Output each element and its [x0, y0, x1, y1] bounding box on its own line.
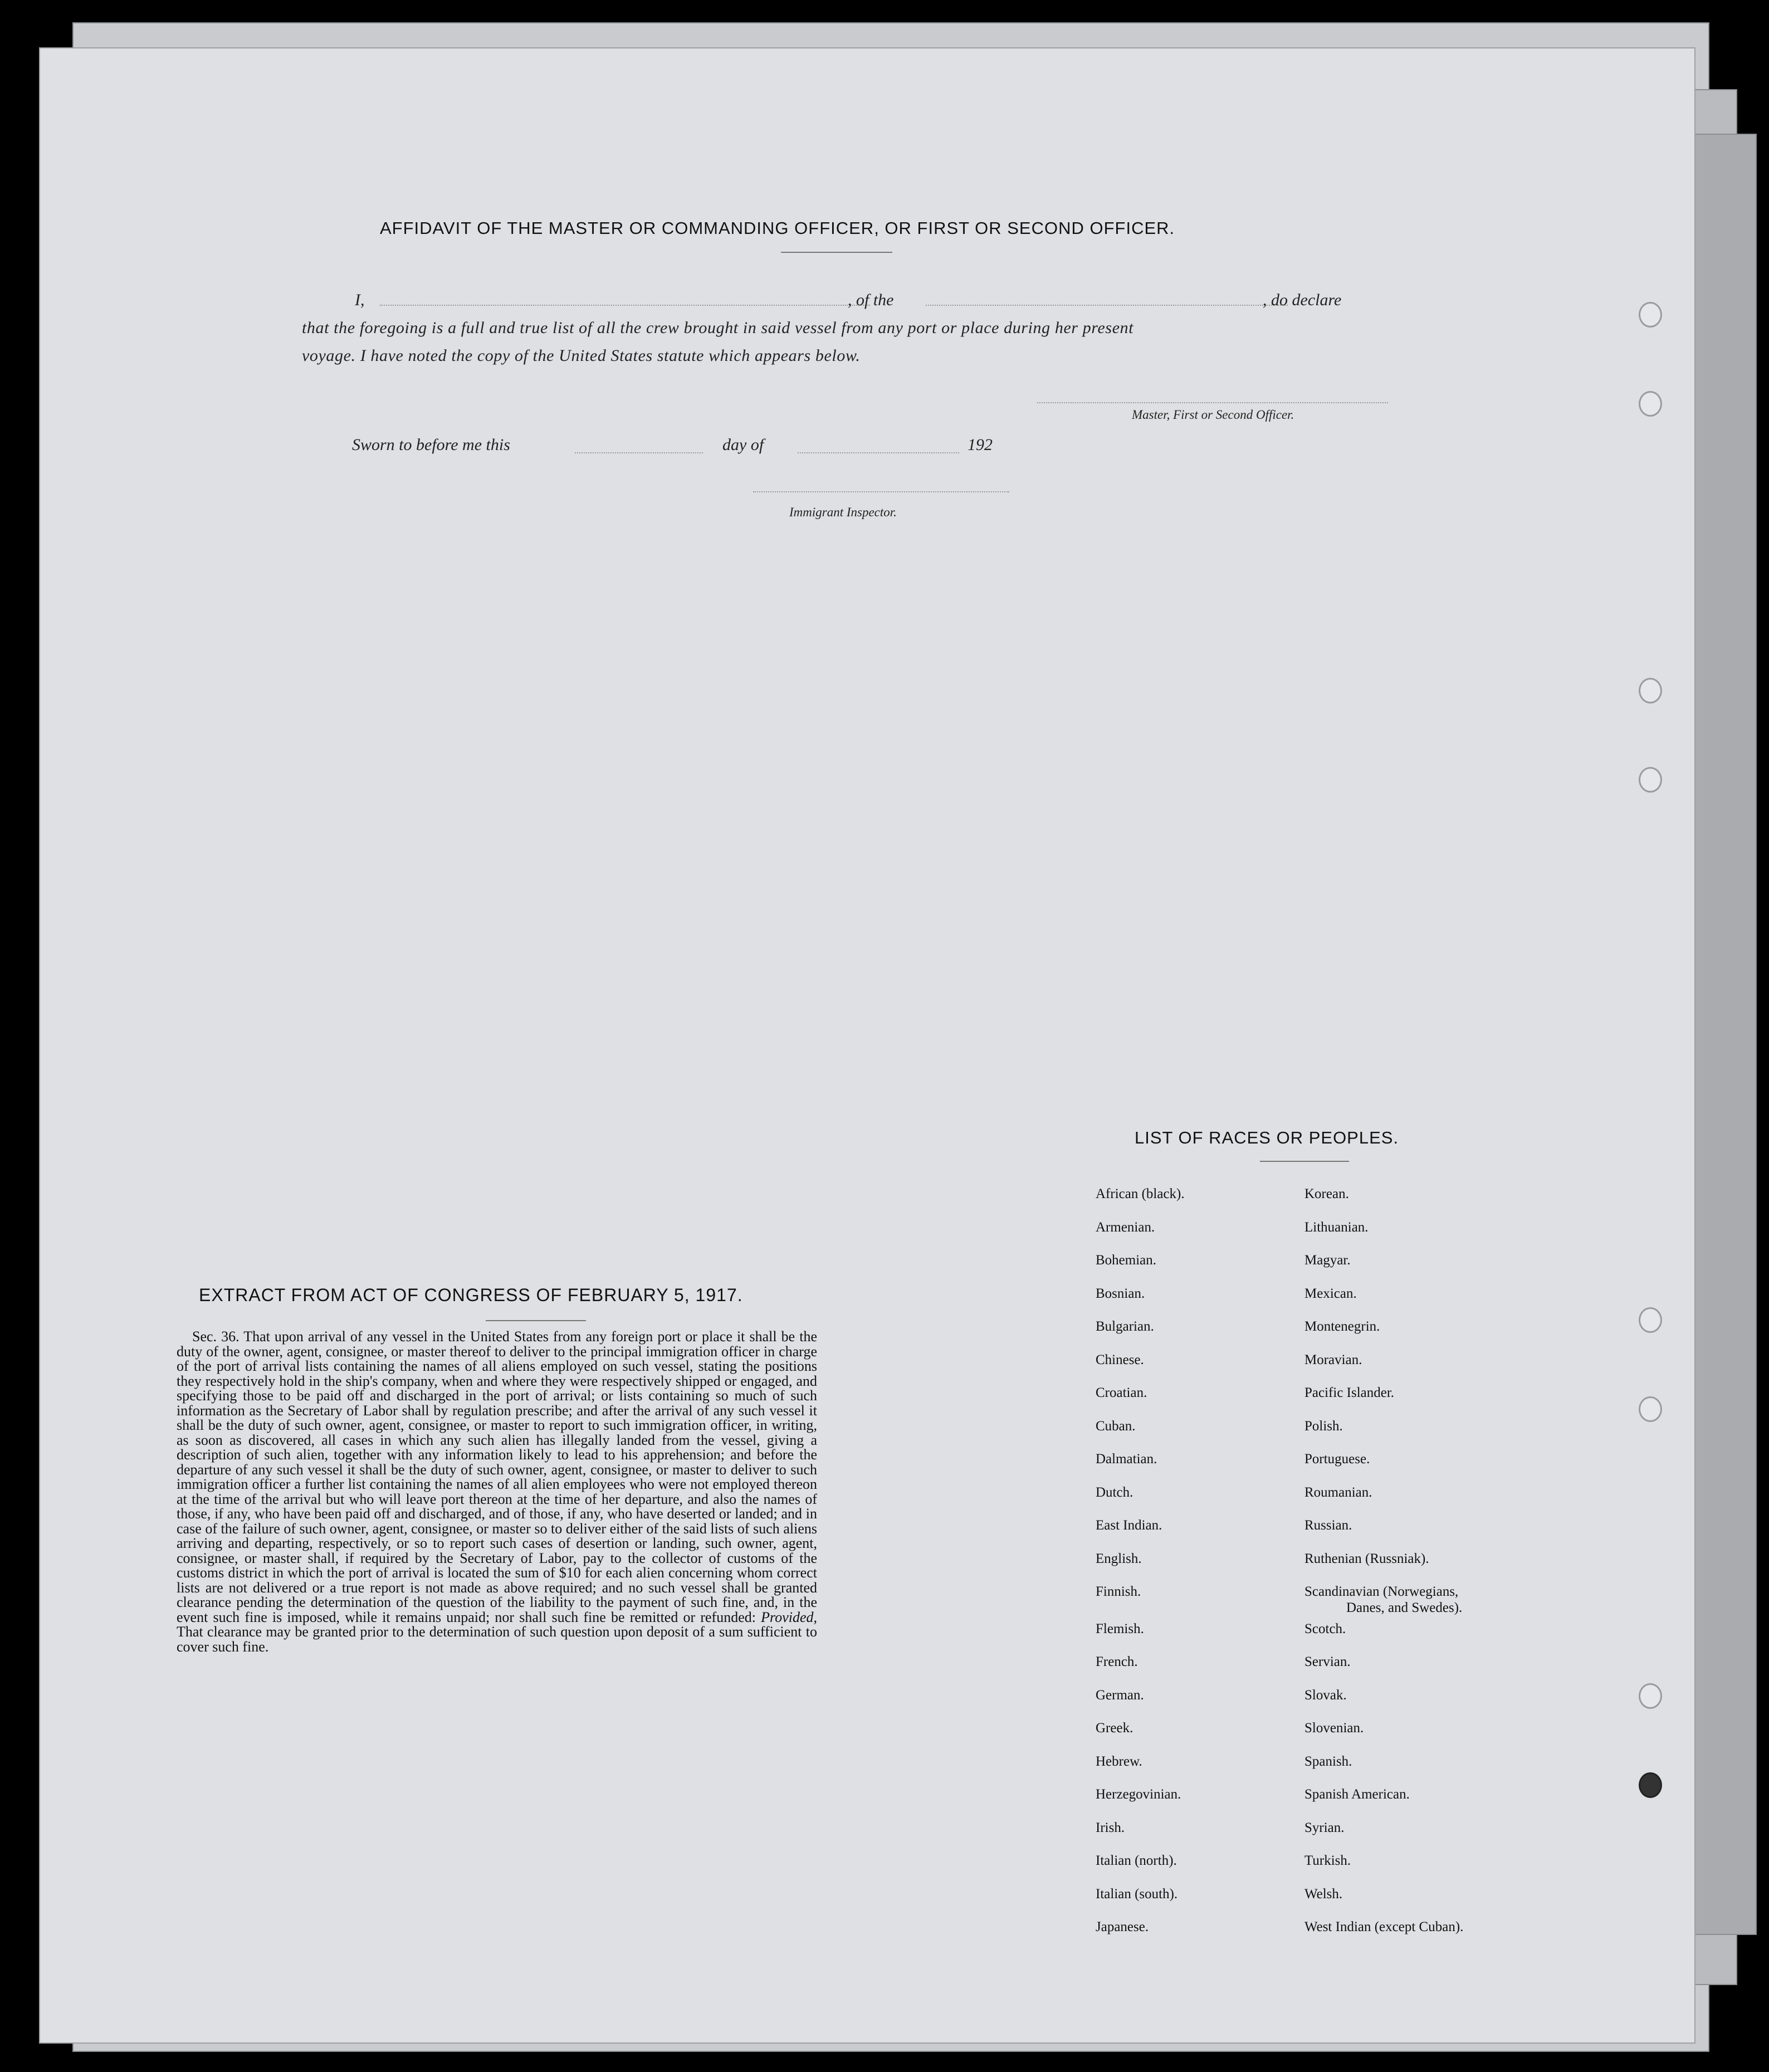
race-right-item: West Indian (except Cuban).: [1304, 1919, 1464, 1934]
affidavit-i: I,: [355, 291, 365, 309]
form-page: [39, 47, 1695, 2044]
binder-hole: [1639, 1396, 1662, 1422]
race-left-item: Dalmatian.: [1096, 1452, 1157, 1467]
binder-hole: [1639, 767, 1662, 793]
race-right-item: Magyar.: [1304, 1253, 1351, 1268]
signature-label: Master, First or Second Officer.: [1132, 408, 1294, 422]
race-left-item: Finnish.: [1096, 1584, 1141, 1599]
race-right-item: Mexican.: [1304, 1286, 1357, 1301]
races-rule: [1260, 1161, 1349, 1162]
inspector-blank: [753, 491, 1009, 492]
race-left-item: African (black).: [1096, 1186, 1185, 1201]
binder-hole: [1639, 1307, 1662, 1333]
race-right-item: Scandinavian (Norwegians,: [1304, 1584, 1459, 1599]
race-left-item: Croatian.: [1096, 1385, 1147, 1400]
race-right-item: Moravian.: [1304, 1352, 1362, 1367]
race-left-item: Bosnian.: [1096, 1286, 1145, 1301]
sworn-text: Sworn to before me this: [352, 436, 510, 454]
inspector-label: Immigrant Inspector.: [789, 505, 897, 519]
title-rule: [781, 252, 892, 253]
race-right-item: Slovenian.: [1304, 1721, 1364, 1736]
race-left-item: Hebrew.: [1096, 1753, 1142, 1769]
race-right-item: Spanish.: [1304, 1753, 1352, 1769]
race-right-item: Korean.: [1304, 1186, 1349, 1201]
race-right-item: Ruthenian (Russniak).: [1304, 1551, 1429, 1566]
race-left-item: French.: [1096, 1654, 1138, 1669]
act-section-36: [177, 1330, 817, 1654]
name-blank: [380, 305, 870, 306]
affidavit-title: AFFIDAVIT OF THE MASTER OR COMMANDING OFFICER, OR FIRST OR SECOND OFFICER.: [380, 218, 1175, 238]
race-right-item: Lithuanian.: [1304, 1219, 1369, 1235]
binder-hole: [1639, 391, 1662, 417]
race-left-item: East Indian.: [1096, 1518, 1162, 1533]
race-left-item: Herzegovinian.: [1096, 1787, 1181, 1802]
race-right-item: Syrian.: [1304, 1820, 1345, 1835]
race-left-item: Japanese.: [1096, 1919, 1149, 1934]
race-left-item: Italian (north).: [1096, 1853, 1177, 1868]
race-right-item: Russian.: [1304, 1518, 1352, 1533]
race-left-item: English.: [1096, 1551, 1142, 1566]
race-right-item: Servian.: [1304, 1654, 1351, 1669]
race-left-item: Flemish.: [1096, 1621, 1144, 1636]
act-body-end: That clearance may be granted prior to the determination of such question upon deposit of a sum sufficient to cover such fine.: [177, 1624, 817, 1655]
day-blank: [575, 452, 703, 453]
race-right-item: Pacific Islander.: [1304, 1385, 1395, 1400]
affidavit-of-the: , of the: [848, 291, 894, 309]
race-right-item: Roumanian.: [1304, 1484, 1372, 1500]
race-right-item: Polish.: [1304, 1418, 1343, 1434]
race-left-item: Armenian.: [1096, 1219, 1155, 1235]
sec-label: Sec. 36.: [192, 1328, 240, 1345]
vessel-blank: [926, 305, 1288, 306]
affidavit-line-2: that the foregoing is a full and true list of all the crew brought in said vessel from any port or place during her present: [302, 319, 1134, 337]
races-title: LIST OF RACES OR PEOPLES.: [1135, 1128, 1399, 1147]
signature-blank: [1037, 402, 1388, 403]
race-right-scandinavian-cont: Danes, and Swedes).: [1346, 1600, 1463, 1615]
race-right-item: Scotch.: [1304, 1621, 1346, 1636]
year-text: 192: [967, 436, 993, 454]
binder-hole: [1639, 678, 1662, 703]
race-right-item: Slovak.: [1304, 1687, 1347, 1703]
race-right-item: Portuguese.: [1304, 1452, 1370, 1467]
race-left-item: Irish.: [1096, 1820, 1125, 1835]
binder-hole: [1639, 1772, 1662, 1798]
race-left-item: Greek.: [1096, 1721, 1133, 1736]
race-right-item: Welsh.: [1304, 1886, 1343, 1902]
race-left-item: Bulgarian.: [1096, 1319, 1154, 1334]
race-left-item: Bohemian.: [1096, 1253, 1157, 1268]
race-left-item: Dutch.: [1096, 1484, 1133, 1500]
race-left-item: Chinese.: [1096, 1352, 1144, 1367]
act-body: That upon arrival of any vessel in the United States from any foreign port or place it shall be the duty of the owner, agent, consignee, or master thereof to deliver to the principal immigration officer in charge of the port of arrival lists containing the names of all aliens employed on such vessel, stating the positions they respectively hold in the ship's company, when and where they were respectively shipped or engaged, and specifying those to be paid off and discharged in the port of arrival; or lists containing so much of such information as the Secretary of Labor shall by regulation prescribe; and after the arrival of any such vessel it shall be the duty of such owner, agent, consignee, or master to report to such immigration officer, in writing, as soon as discovered, all cases in which any such alien has illegally landed from the vessel, giving a description of such alien, together with any information likely to lead to his apprehension; and before the departure of any such vessel it shall be the duty of such owner, agent, consignee, or master to deliver to such immigration officer a further list containing the names of all alien employees who were not employed thereon at the time of the arrival but who will leave port thereon at the time of her departure, and also the names of those, if any, who have been paid off and discharged, and of those, if any, who have deserted or landed; and in case of the failure of such owner, agent, consignee, or master so to deliver either of the said lists of such aliens arriving and departing, respectively, or so to report such cases of desertion or landing, such owner, agent, consignee, or master shall, if required by the Secretary of Labor, pay to the collector of customs of the customs district in which the port of arrival is located the sum of $10 for each alien concerning whom correct lists are not delivered or a true report is not made as above required; and no such vessel shall be granted clearance pending the determination of the question of the liability to the payment of such fine, and, in the event such fine is imposed, while it remains unpaid; nor shall such fine be remitted or refunded:: [177, 1328, 818, 1625]
binder-hole: [1639, 302, 1662, 328]
act-provided: Provided,: [761, 1609, 817, 1625]
month-blank: [798, 452, 959, 453]
extract-rule: [486, 1320, 586, 1321]
affidavit-line-3: voyage. I have noted the copy of the United States statute which appears below.: [302, 346, 861, 365]
race-right-item: Montenegrin.: [1304, 1319, 1380, 1334]
race-left-item: German.: [1096, 1687, 1144, 1703]
race-left-item: Cuban.: [1096, 1418, 1136, 1434]
race-right-item: Spanish American.: [1304, 1787, 1410, 1802]
affidavit-do-declare: , do declare: [1263, 291, 1342, 309]
extract-title: EXTRACT FROM ACT OF CONGRESS OF FEBRUARY 5, 1917.: [199, 1285, 743, 1305]
race-right-item: Turkish.: [1304, 1853, 1351, 1868]
day-of-text: day of: [722, 436, 764, 454]
binder-hole: [1639, 1683, 1662, 1709]
race-left-item: Italian (south).: [1096, 1886, 1178, 1902]
